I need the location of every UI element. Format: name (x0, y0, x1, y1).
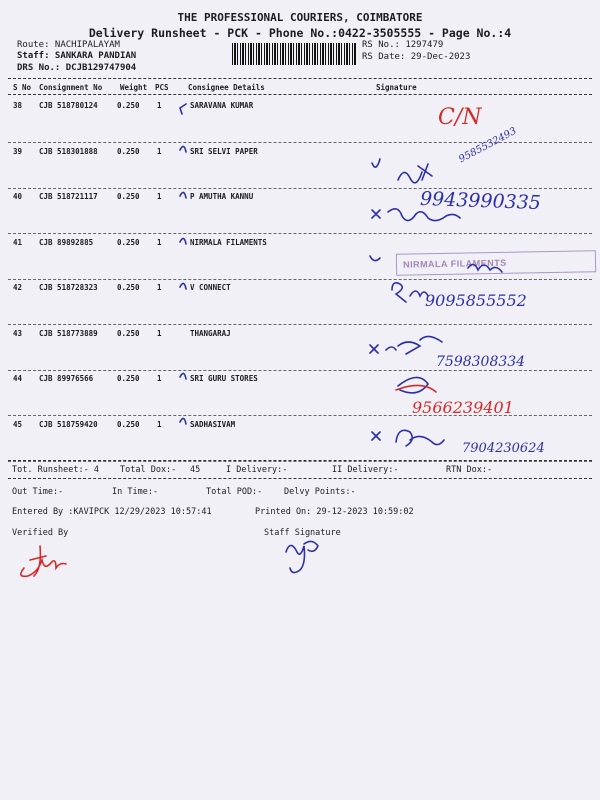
tot-runsheet: Tot. Runsheet:- 4 (12, 465, 99, 475)
row-consignment: CJB 89976566 (39, 374, 94, 383)
row-pcs: 1 (157, 374, 162, 383)
col-weight: Weight (120, 83, 148, 92)
row-weight: 0.250 (117, 328, 140, 338)
row-pcs: 1 (157, 192, 162, 201)
company-stamp: NIRMALA FILAMENTS (396, 250, 596, 275)
handwritten-phone-43: 7598308334 (436, 354, 526, 370)
handwritten-phone-45: 7904230624 (462, 441, 545, 456)
row-consignment: CJB 518728323 (39, 283, 98, 292)
delvy-points: Delvy Points:- (284, 487, 356, 497)
total-dox: Total Dox:- (120, 465, 177, 475)
in-time: In Time:- (112, 487, 159, 497)
row-consignment: CJB 518759420 (39, 419, 98, 429)
col-consignment: Consignment No (39, 83, 103, 92)
row-sno: 39 (13, 146, 23, 156)
entered-by: Entered By :KAVIPCK 12/29/2023 10:57:41 (12, 507, 212, 517)
row-consignee: SRI SELVI PAPER (190, 146, 258, 156)
handwritten-phone-39: 9585532493 (457, 125, 519, 166)
totals-rule (8, 460, 592, 461)
total-pod: Total POD:- (206, 487, 263, 497)
row-consignment: CJB 518773889 (39, 328, 98, 338)
staff-label: Staff: SANKARA PANDIAN (17, 51, 137, 61)
rtn-dox: RTN Dox:- (446, 465, 493, 475)
drs-number: DRS No.: DCJB129747904 (17, 63, 137, 73)
row-weight: 0.250 (117, 419, 140, 429)
row-consignee: V CONNECT (190, 283, 231, 292)
handwritten-phone-44: 9566239401 (412, 398, 514, 417)
row-pcs: 1 (157, 101, 162, 110)
row-sno: 38 (13, 101, 23, 110)
runsheet-subtitle: Delivery Runsheet - PCK - Phone No.:0422-3505555 - Page No.:4 (88, 26, 512, 40)
company-title: THE PROFESSIONAL COURIERS, COIMBATORE (177, 11, 423, 24)
row-sno: 40 (13, 192, 23, 201)
rs-number: RS No.: 1297479 (362, 40, 444, 50)
ii-delivery: II Delivery:- (332, 465, 399, 475)
total-dox-value: 45 (190, 465, 201, 475)
row-pcs: 1 (157, 283, 162, 292)
row-pcs: 1 (157, 419, 162, 429)
col-sno: S No (13, 83, 32, 92)
row-consignee: THANGARAJ (190, 328, 231, 338)
row-consignee: SARAVANA KUMAR (190, 101, 254, 110)
row-consignment: CJB 89892885 (39, 237, 94, 247)
staff-signature-label: Staff Signature (264, 528, 341, 538)
row-weight: 0.250 (117, 374, 140, 383)
row-consignee: SRI GURU STORES (190, 374, 258, 383)
col-consignee: Consignee Details (188, 83, 265, 92)
row-weight: 0.250 (117, 237, 140, 247)
row-consignment: CJB 518301888 (39, 146, 98, 156)
rs-date: RS Date: 29-Dec-2023 (362, 52, 471, 62)
row-weight: 0.250 (117, 146, 140, 156)
printed-on: Printed On: 29-12-2023 10:59:02 (255, 507, 414, 517)
row-consignee: SADHASIVAM (190, 419, 236, 429)
row-consignee: NIRMALA FILAMENTS (190, 237, 267, 247)
row-sno: 43 (13, 328, 23, 338)
handwritten-phone-40: 9943990335 (419, 187, 542, 215)
row-consignment: CJB 518721117 (39, 192, 98, 201)
row-sno: 44 (13, 374, 23, 383)
row-sno: 42 (13, 283, 23, 292)
row-consignee: P AMUTHA KANNU (190, 192, 254, 201)
row-pcs: 1 (157, 328, 162, 338)
row-weight: 0.250 (117, 192, 140, 201)
row-sno: 41 (13, 237, 23, 247)
col-pcs: PCS (155, 83, 169, 92)
totals-rule-bottom (8, 478, 592, 479)
row-weight: 0.250 (117, 283, 140, 292)
row-pcs: 1 (157, 146, 162, 156)
i-delivery: I Delivery:- (226, 465, 288, 475)
row-pcs: 1 (157, 237, 162, 247)
out-time: Out Time:- (12, 487, 64, 497)
row-consignment: CJB 518780124 (39, 101, 98, 110)
handwritten-phone-42: 9095855552 (425, 291, 527, 310)
row-weight: 0.250 (117, 101, 140, 110)
row-sno: 45 (13, 419, 23, 429)
handwritten-cn: C/N (438, 105, 482, 130)
route-label: Route: NACHIPALAYAM (17, 40, 120, 50)
col-signature: Signature (376, 83, 417, 92)
verified-by-label: Verified By (12, 528, 69, 538)
